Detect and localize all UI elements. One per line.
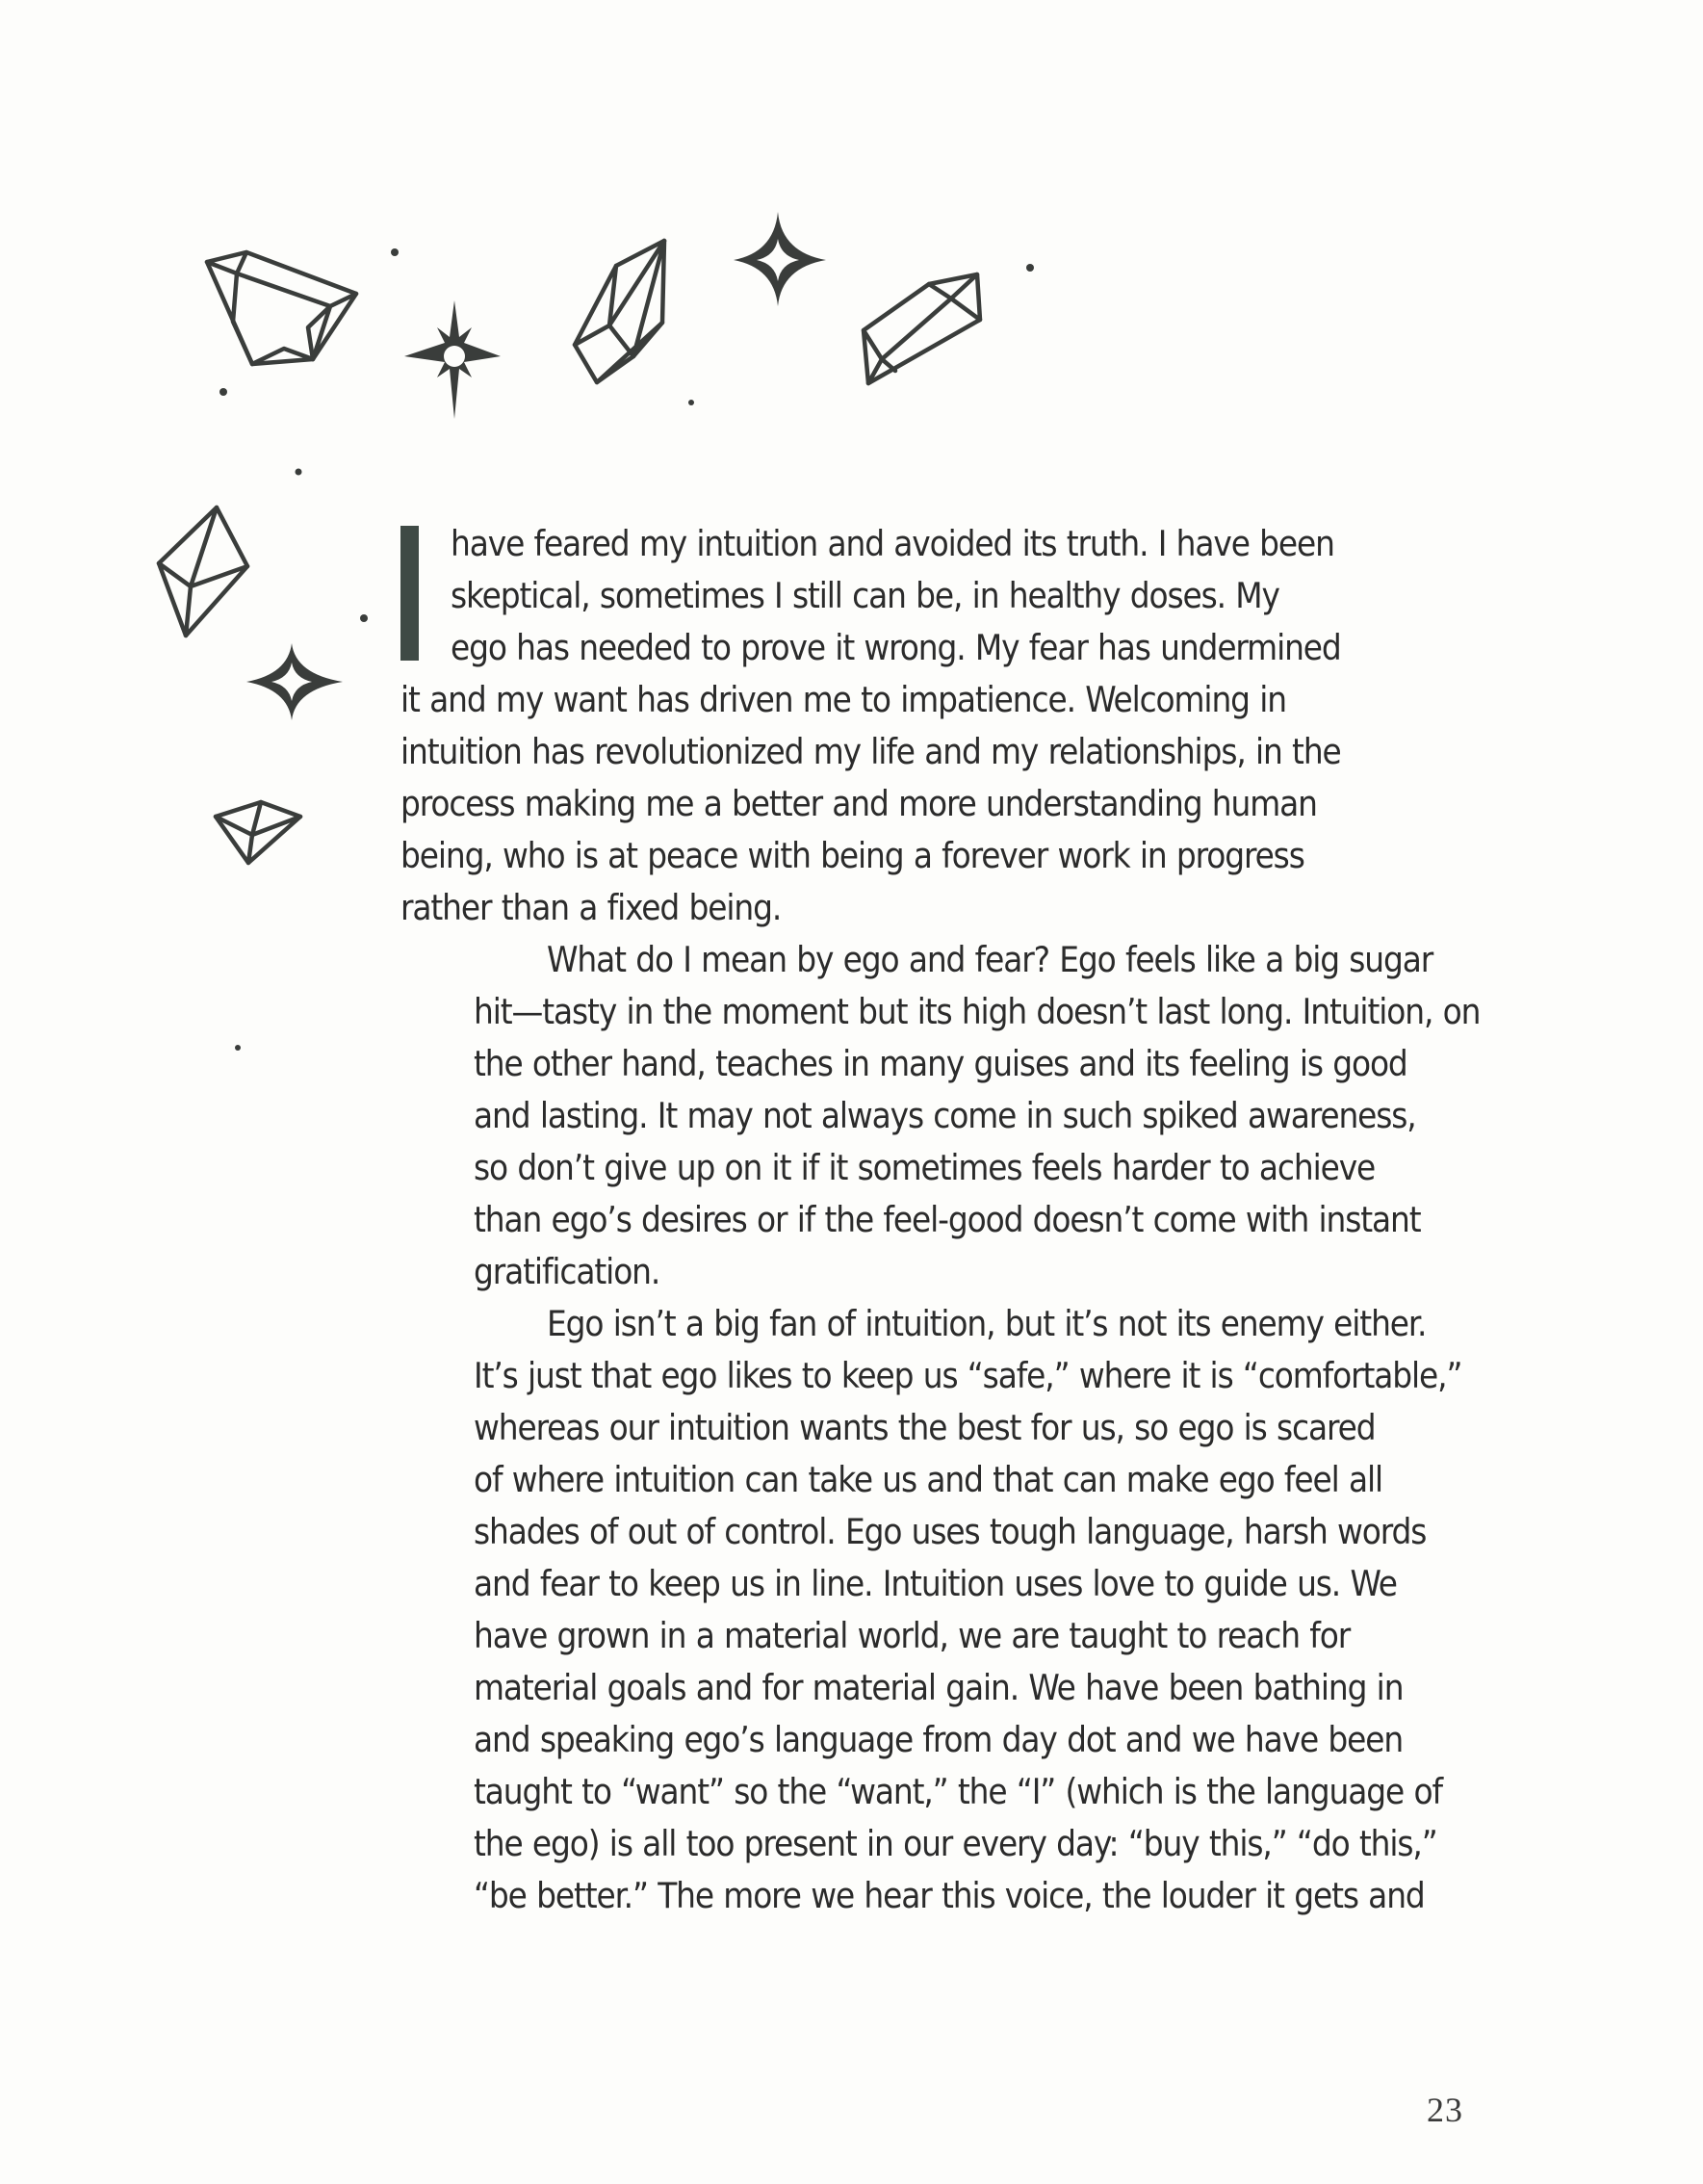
text-line: process making me a better and more understanding human — [400, 783, 1317, 824]
paragraph — [400, 518, 1469, 934]
body-text — [400, 518, 1481, 1922]
text-line: and fear to keep us in line. Intuition uses love to guide us. We — [474, 1563, 1397, 1604]
text-line: What do I mean by ego and fear? Ego feels like a big sugar — [547, 939, 1433, 980]
text-line: have feared my intuition and avoided its truth. I have been — [451, 523, 1334, 564]
text-line: and speaking ego’s language from day dot and we have been — [474, 1719, 1404, 1760]
text-line: and lasting. It may not always come in such spiked awareness, — [474, 1095, 1416, 1136]
text-line: “be better.” The more we hear this voice, the louder it gets and — [474, 1875, 1425, 1916]
text-line: taught to “want” so the “want,” the “I” (which is the language of — [474, 1771, 1442, 1812]
text-line: have grown in a material world, we are taught to reach for — [474, 1615, 1351, 1656]
drop-cap — [400, 526, 419, 661]
text-line: intuition has revolutionized my life and my relationships, in the — [400, 731, 1341, 772]
text-line: ego has needed to prove it wrong. My fear has undermined — [451, 627, 1341, 668]
text-line: Ego isn’t a big fan of intuition, but it’s not its enemy either. — [547, 1303, 1427, 1344]
text-line: shades of out of control. Ego uses tough language, harsh words — [474, 1511, 1427, 1552]
text-line: hit—tasty in the moment but its high doesn’t last long. Intuition, on — [474, 991, 1481, 1032]
text-line: It’s just that ego likes to keep us “safe,” where it is “comfortable,” — [474, 1355, 1462, 1396]
crystal-icon — [216, 802, 300, 863]
paragraph — [400, 1298, 1469, 1922]
crystal-icon — [207, 252, 356, 364]
text-line: gratification. — [474, 1251, 660, 1292]
text-line: so don’t give up on it if it sometimes feels harder to achieve — [474, 1147, 1376, 1188]
text-line: rather than a fixed being. — [400, 887, 782, 928]
text-line: skeptical, sometimes I still can be, in healthy doses. My — [451, 575, 1279, 616]
four-point-star-icon — [734, 212, 826, 306]
text-line: being, who is at peace with being a forever work in progress — [400, 835, 1304, 876]
text-line: it and my want has driven me to impatience. Welcoming in — [400, 679, 1286, 720]
page-number: 23 — [1427, 2091, 1463, 2129]
text-line: than ego’s desires or if the feel-good doesn’t come with instant — [474, 1199, 1421, 1240]
text-line: material goals and for material gain. We have been bathing in — [474, 1667, 1404, 1708]
text-line: the ego) is all too present in our every day: “buy this,” “do this,” — [474, 1823, 1437, 1864]
four-point-star-icon — [246, 643, 343, 720]
sparkle-star-icon — [404, 300, 501, 419]
text-line: the other hand, teaches in many guises and its feeling is good — [474, 1043, 1407, 1084]
crystal-icon — [159, 507, 247, 636]
paragraph — [400, 934, 1481, 1298]
text-line: whereas our intuition wants the best for us, so ego is scared — [474, 1407, 1376, 1448]
text-line: of where intuition can take us and that can make ego feel all — [474, 1459, 1383, 1500]
crystal-icon — [575, 241, 664, 382]
crystal-icon — [864, 274, 980, 383]
